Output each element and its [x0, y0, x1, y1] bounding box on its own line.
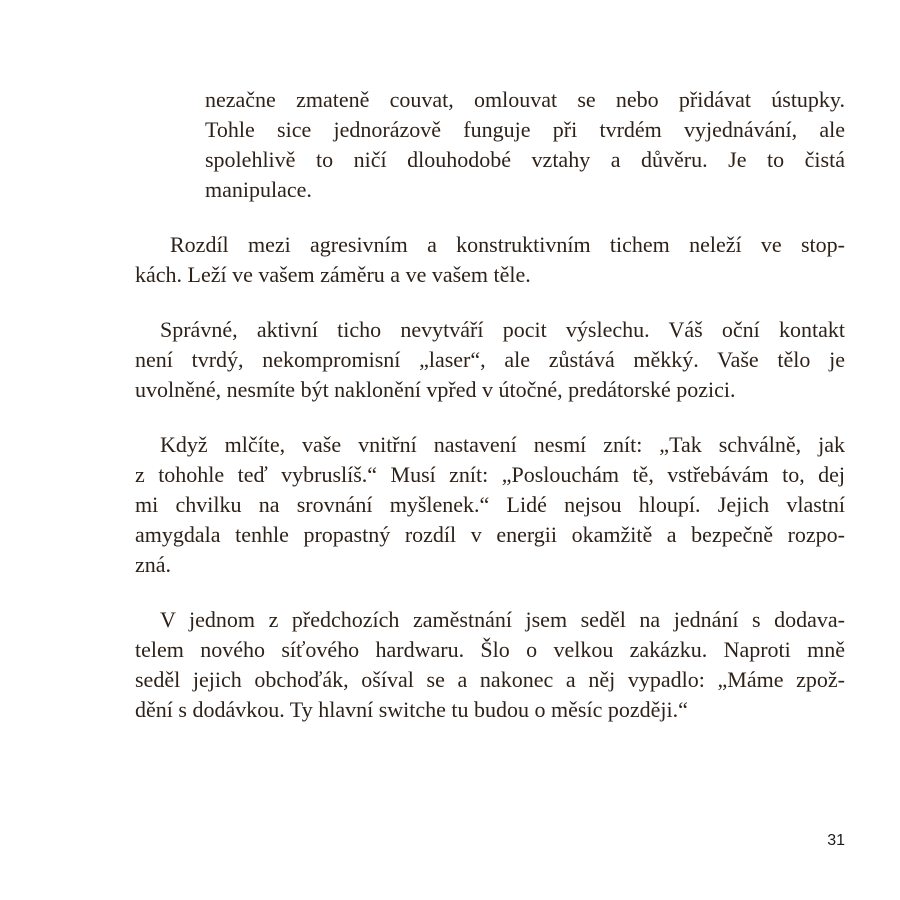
text-line: V jednom z předchozích zaměstnání jsem seděl na jednání s dodava- — [160, 607, 845, 632]
text-line: není tvrdý, nekompromisní „laser“, ale zůstává měkký. Vaše tělo je — [135, 347, 845, 372]
text-line: mi chvilku na srovnání myšlenek.“ Lidé nejsou hloupí. Jejich vlastní — [135, 492, 845, 517]
text-line: zná. — [135, 552, 172, 577]
text-line: uvolněné, nesmíte být naklonění vpřed v útočné, predátorské pozici. — [135, 377, 736, 402]
text-line: Rozdíl mezi agresivním a konstruktivním tichem neleží ve stop- — [170, 232, 845, 257]
text-line: Správné, aktivní ticho nevytváří pocit výslechu. Váš oční kontakt — [160, 317, 845, 342]
text-line: Když mlčíte, vaše vnitřní nastavení nesmí znít: „Tak schválně, jak — [160, 432, 845, 457]
text-line: kách. Leží ve vašem záměru a ve vašem těle. — [135, 262, 531, 287]
text-line: spolehlivě to ničí dlouhodobé vztahy a důvěru. Je to čistá — [205, 147, 845, 172]
text-line: dění s dodávkou. Ty hlavní switche tu budou o měsíc později.“ — [135, 697, 688, 722]
text-line: z tohohle teď vybruslíš.“ Musí znít: „Poslouchám tě, vstřebávám to, dej — [135, 462, 845, 487]
text-line: nezačne zmateně couvat, omlouvat se nebo přidávat ústupky. — [205, 87, 845, 112]
text-line: telem nového síťového hardwaru. Šlo o velkou zakázku. Naproti mně — [135, 637, 845, 662]
text-line: Tohle sice jednorázově funguje při tvrdém vyjednávání, ale — [205, 117, 845, 142]
page-number: 31 — [827, 832, 845, 849]
text-line: seděl jejich obchoďák, ošíval se a nakonec a něj vypadlo: „Máme zpož- — [135, 667, 845, 692]
text-line: amygdala tenhle propastný rozdíl v energii okamžitě a bezpečně rozpo- — [135, 522, 845, 547]
text-line: manipulace. — [205, 177, 312, 202]
